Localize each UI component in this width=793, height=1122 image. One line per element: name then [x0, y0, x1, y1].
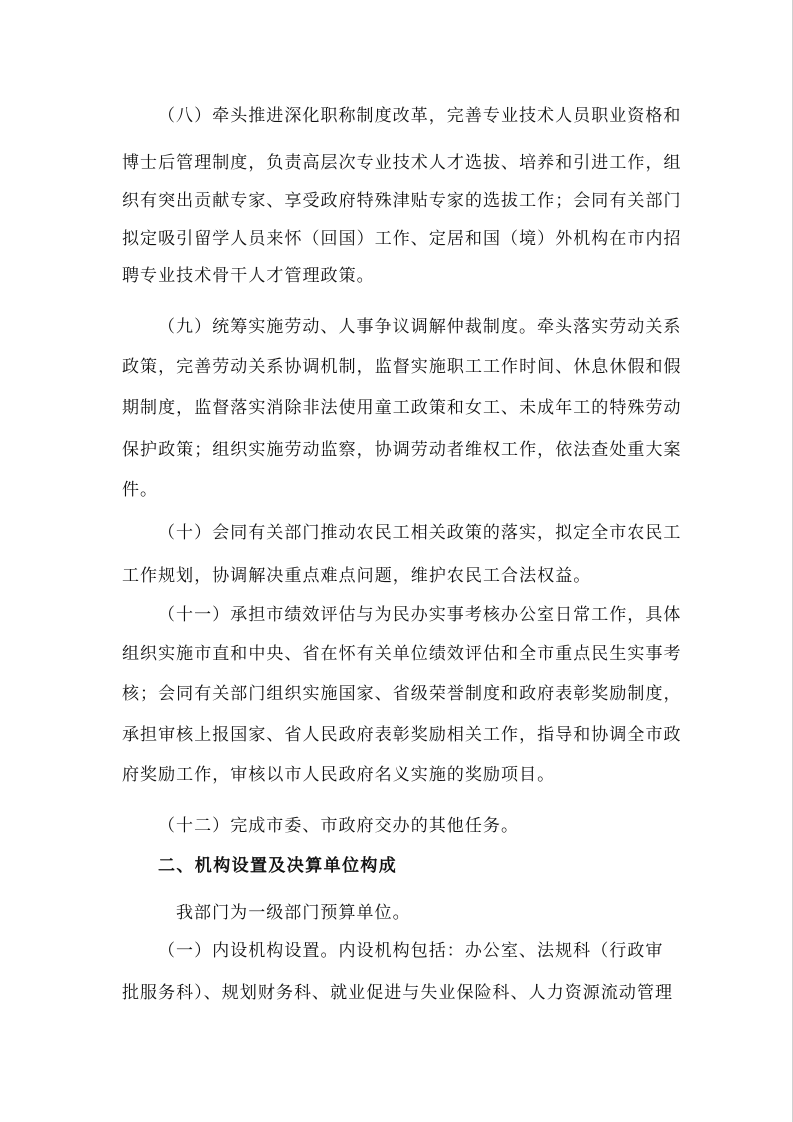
- paragraph-11-line-4: 承担审核上报国家、省人民政府表彰奖励相关工作，指导和协调全市政: [122, 725, 682, 745]
- paragraph-budget-unit: 我部门为一级部门预算单位。: [176, 903, 411, 923]
- paragraph-10-line-1: （十）会同有关部门推动农民工相关政策的落实，拟定全市农民工: [158, 523, 682, 543]
- paragraph-8-line-5: 聘专业技术骨干人才管理政策。: [122, 266, 375, 286]
- paragraph-9-line-5: 件。: [122, 480, 159, 500]
- paragraph-11-line-5: 府奖励工作，审核以市人民政府名义实施的奖励项目。: [122, 765, 556, 785]
- paragraph-8-line-4: 拟定吸引留学人员来怀（回国）工作、定居和国（境）外机构在市内招: [122, 229, 682, 249]
- paragraph-internal-setup-line-1: （一）内设机构设置。内设机构包括：办公室、法规科（行政审: [158, 941, 664, 961]
- paragraph-9-line-3: 期制度，监督落实消除非法使用童工政策和女工、未成年工的特殊劳动: [122, 398, 682, 418]
- paragraph-11-line-2: 组织实施市直和中央、省在怀有关单位绩效评估和全市重点民生实事考: [122, 644, 682, 664]
- paragraph-11-line-3: 核；会同有关部门组织实施国家、省级荣誉制度和政府表彰奖励制度，: [122, 684, 682, 704]
- section-heading-institution-setup: 二、机构设置及决算单位构成: [158, 856, 398, 876]
- paragraph-9-line-4: 保护政策；组织实施劳动监察，协调劳动者维权工作，依法查处重大案: [122, 440, 682, 460]
- paragraph-9-line-2: 政策，完善劳动关系协调机制，监督实施职工工作时间、休息休假和假: [122, 357, 682, 377]
- paragraph-11-line-1: （十一）承担市绩效评估与为民办实事考核办公室日常工作，具体: [158, 605, 682, 625]
- paragraph-9-line-1: （九）统筹实施劳动、人事争议调解仲裁制度。牵头落实劳动关系: [158, 317, 682, 337]
- paragraph-8-line-3: 织有突出贡献专家、享受政府特殊津贴专家的选拔工作；会同有关部门: [122, 191, 682, 211]
- paragraph-8-line-2: 博士后管理制度，负责高层次专业技术人才选拔、培养和引进工作，组: [122, 153, 682, 173]
- paragraph-8-line-1: （八）牵头推进深化职称制度改革，完善专业技术人员职业资格和: [158, 106, 682, 126]
- paragraph-internal-setup-line-2: 批服务科）、规划财务科、就业促进与失业保险科、人力资源流动管理: [122, 983, 674, 1003]
- paragraph-10-line-2: 工作规划，协调解决重点难点问题，维护农民工合法权益。: [122, 566, 592, 586]
- paragraph-12-line-1: （十二）完成市委、市政府交办的其他任务。: [158, 816, 519, 836]
